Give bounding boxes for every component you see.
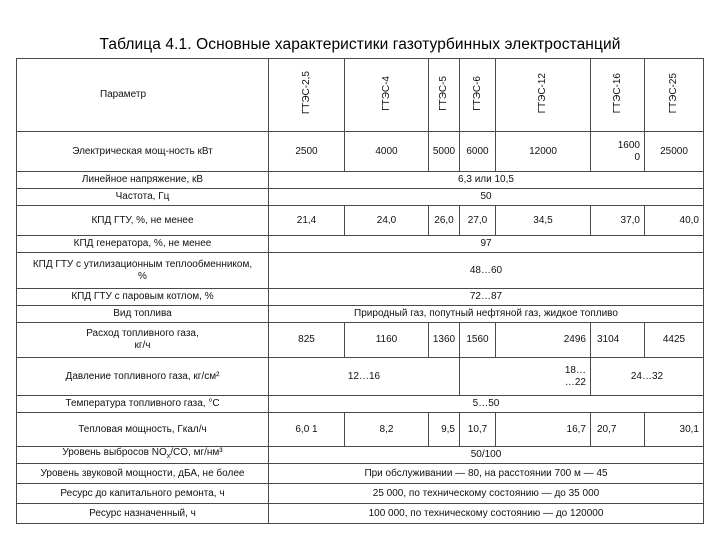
cell: 30,1 bbox=[645, 413, 704, 447]
cell: 5…50 bbox=[269, 396, 704, 413]
header-col-gtes-25: ГТЭС-25 bbox=[645, 59, 704, 132]
header-col-gtes-4: ГТЭС-4 bbox=[345, 59, 429, 132]
cell: 37,0 bbox=[591, 206, 645, 236]
cell: 34,5 bbox=[496, 206, 591, 236]
cell: 27,0 bbox=[460, 206, 496, 236]
header-col-gtes-6: ГТЭС-6 bbox=[460, 59, 496, 132]
cell: 48…60 bbox=[269, 253, 704, 289]
cell: 12…16 bbox=[269, 358, 460, 396]
cell: 50 bbox=[269, 189, 704, 206]
row-fuel-type bbox=[17, 306, 704, 323]
param-label: Ресурс до капитального ремонта, ч bbox=[17, 484, 269, 504]
header-row bbox=[17, 59, 704, 132]
cell: 24,0 bbox=[345, 206, 429, 236]
table-title: Таблица 4.1. Основные характеристики газотурбинных электростанций bbox=[99, 36, 621, 53]
cell: 97 bbox=[269, 236, 704, 253]
param-label: КПД ГТУ с паровым котлом, % bbox=[17, 289, 269, 306]
cell: 26,0 bbox=[429, 206, 460, 236]
cell: 10,7 bbox=[460, 413, 496, 447]
param-label: Тепловая мощность, Гкал/ч bbox=[17, 413, 269, 447]
header-col-gtes-2-5: ГТЭС-2,5 bbox=[269, 59, 345, 132]
header-col-gtes-5: ГТЭС-5 bbox=[429, 59, 460, 132]
row-frequency bbox=[17, 189, 704, 206]
param-label: Линейное напряжение, кВ bbox=[17, 172, 269, 189]
cell: 9,5 bbox=[429, 413, 460, 447]
param-label: Давление топливного газа, кг/см² bbox=[17, 358, 269, 396]
param-label: Частота, Гц bbox=[17, 189, 269, 206]
row-voltage bbox=[17, 172, 704, 189]
cell: 24…32 bbox=[591, 358, 704, 396]
cell: 2496 bbox=[496, 323, 591, 358]
characteristics-table bbox=[16, 58, 704, 524]
cell: 4425 bbox=[645, 323, 704, 358]
header-col-gtes-16: ГТЭС-16 bbox=[591, 59, 645, 132]
row-gas-temperature bbox=[17, 396, 704, 413]
cell: 40,0 bbox=[645, 206, 704, 236]
cell: 825 bbox=[269, 323, 345, 358]
row-heat-power bbox=[17, 413, 704, 447]
param-label: Расход топливного газа, кг/ч bbox=[17, 323, 269, 358]
cell: 20,7 bbox=[591, 413, 645, 447]
header-col-gtes-12: ГТЭС-12 bbox=[496, 59, 591, 132]
row-eff-gtu bbox=[17, 206, 704, 236]
cell: 8,2 bbox=[345, 413, 429, 447]
cell: 1360 bbox=[429, 323, 460, 358]
cell: 2500 bbox=[269, 132, 345, 172]
cell: При обслуживании — 80, на расстоянии 700 м — 45 bbox=[269, 464, 704, 484]
param-label: Температура топливного газа, °С bbox=[17, 396, 269, 413]
row-gas-pressure bbox=[17, 358, 704, 396]
cell: 6,0 1 bbox=[269, 413, 345, 447]
param-label: Ресурс назначенный, ч bbox=[17, 504, 269, 524]
cell: 50/100 bbox=[269, 447, 704, 464]
cell: 1160 bbox=[345, 323, 429, 358]
cell: 12000 bbox=[496, 132, 591, 172]
row-power bbox=[17, 132, 704, 172]
cell: 100 000, по техническому состоянию — до 120000 bbox=[269, 504, 704, 524]
row-emissions bbox=[17, 447, 704, 464]
cell: 25 000, по техническому состоянию — до 35 000 bbox=[269, 484, 704, 504]
cell: 25000 bbox=[645, 132, 704, 172]
param-label: Электрическая мощ-ность кВт bbox=[17, 132, 269, 172]
cell: 6000 bbox=[460, 132, 496, 172]
param-label: Уровень выбросов $NO_x/CO$, мг/нм³ bbox=[17, 447, 269, 464]
param-label: КПД ГТУ, %, не менее bbox=[17, 206, 269, 236]
row-overhaul-resource bbox=[17, 484, 704, 504]
cell: 16,7 bbox=[496, 413, 591, 447]
cell: 1600 0 bbox=[591, 132, 645, 172]
param-label: Вид топлива bbox=[17, 306, 269, 323]
row-eff-generator bbox=[17, 236, 704, 253]
cell: 72…87 bbox=[269, 289, 704, 306]
cell: 18… …22 bbox=[460, 358, 591, 396]
row-noise bbox=[17, 464, 704, 484]
row-service-resource bbox=[17, 504, 704, 524]
row-fuel-rate bbox=[17, 323, 704, 358]
cell: 1560 bbox=[460, 323, 496, 358]
cell: 4000 bbox=[345, 132, 429, 172]
cell: 21,4 bbox=[269, 206, 345, 236]
param-label: КПД генератора, %, не менее bbox=[17, 236, 269, 253]
param-label: КПД ГТУ с утилизационным теплообменником, % bbox=[17, 253, 269, 289]
cell: 5000 bbox=[429, 132, 460, 172]
header-param: Параметр bbox=[17, 59, 269, 132]
row-eff-utilization bbox=[17, 253, 704, 289]
cell: Природный газ, попутный нефтяной газ, жидкое топливо bbox=[269, 306, 704, 323]
row-eff-boiler bbox=[17, 289, 704, 306]
cell: 3104 bbox=[591, 323, 645, 358]
cell: 6,3 или 10,5 bbox=[269, 172, 704, 189]
param-label: Уровень звуковой мощности, дБА, не более bbox=[17, 464, 269, 484]
